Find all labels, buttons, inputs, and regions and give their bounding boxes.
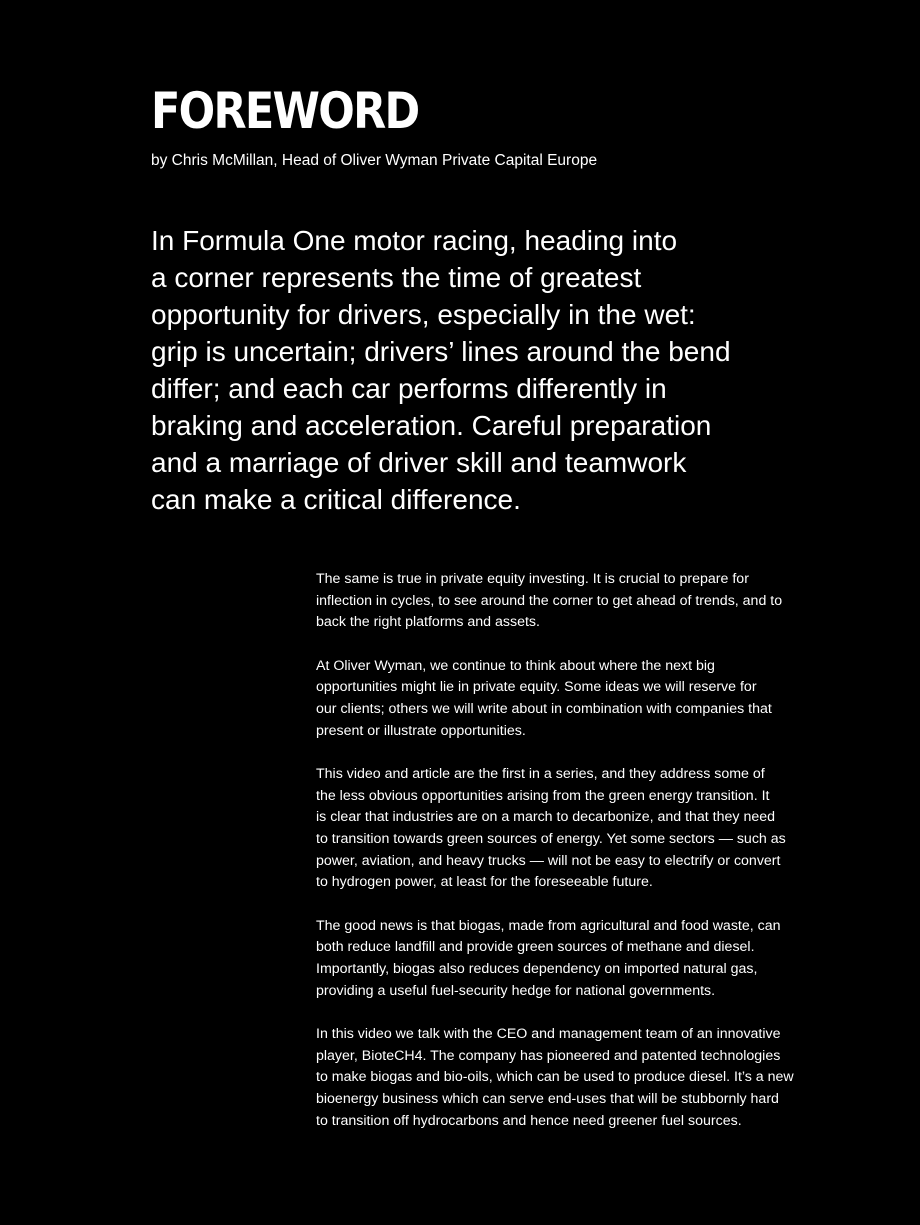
page-title: FOREWORD bbox=[151, 82, 419, 140]
body-line: to transition towards green sources of energy. Yet some sectors — such as bbox=[316, 831, 786, 848]
body-text-column bbox=[316, 569, 836, 1154]
body-line: to make biogas and bio-oils, which can be used to produce diesel. It’s a new bbox=[316, 1069, 794, 1086]
body-line: present or illustrate opportunities. bbox=[316, 722, 526, 739]
intro-paragraph bbox=[151, 222, 791, 518]
body-line: Importantly, biogas also reduces dependency on imported natural gas, bbox=[316, 961, 758, 978]
intro-line: can make a critical difference. bbox=[151, 484, 521, 515]
intro-line: opportunity for drivers, especially in the wet: bbox=[151, 299, 696, 330]
body-line: inflection in cycles, to see around the corner to get ahead of trends, and to bbox=[316, 592, 783, 609]
body-line: This video and article are the first in a series, and they address some of bbox=[316, 765, 765, 782]
body-line: the less obvious opportunities arising from the green energy transition. It bbox=[316, 787, 770, 804]
body-line: both reduce landfill and provide green sources of methane and diesel. bbox=[316, 939, 755, 956]
body-line: to transition off hydrocarbons and hence need greener fuel sources. bbox=[316, 1112, 742, 1129]
body-line: providing a useful fuel-security hedge for national governments. bbox=[316, 982, 716, 999]
body-line: The same is true in private equity investing. It is crucial to prepare for bbox=[316, 571, 749, 587]
intro-line: braking and acceleration. Careful preparation bbox=[151, 410, 712, 441]
intro-line: and a marriage of driver skill and teamwork bbox=[151, 447, 687, 478]
intro-line: In Formula One motor racing, heading into bbox=[151, 225, 678, 256]
body-line: In this video we talk with the CEO and management team of an innovative bbox=[316, 1025, 781, 1042]
author-byline: by Chris McMillan, Head of Oliver Wyman Private Capital Europe bbox=[151, 152, 598, 169]
body-line: back the right platforms and assets. bbox=[316, 614, 540, 631]
intro-line: a corner represents the time of greatest bbox=[151, 262, 642, 293]
body-paragraph bbox=[316, 656, 836, 743]
body-line: our clients; others we will write about in combination with companies that bbox=[316, 701, 772, 718]
body-line: is clear that industries are on a march to decarbonize, and that they need bbox=[316, 809, 776, 826]
body-line: to hydrogen power, at least for the foreseeable future. bbox=[316, 874, 653, 891]
body-line: player, BioteCH4. The company has pioneered and patented technologies bbox=[316, 1047, 781, 1064]
body-line: bioenergy business which can serve end-uses that will be stubbornly hard bbox=[316, 1091, 779, 1108]
body-paragraph bbox=[316, 916, 836, 1003]
body-line: power, aviation, and heavy trucks — will not be easy to electrify or convert bbox=[316, 852, 781, 869]
body-line: The good news is that biogas, made from agricultural and food waste, can bbox=[316, 917, 781, 934]
intro-line: differ; and each car performs differently in bbox=[151, 373, 667, 404]
body-line: opportunities might lie in private equity. Some ideas we will reserve for bbox=[316, 679, 757, 696]
body-paragraph bbox=[316, 764, 836, 894]
body-line: At Oliver Wyman, we continue to think about where the next big bbox=[316, 657, 715, 674]
body-paragraph bbox=[316, 569, 836, 634]
intro-line: grip is uncertain; drivers’ lines around the bend bbox=[151, 336, 731, 367]
body-paragraph bbox=[316, 1024, 836, 1133]
